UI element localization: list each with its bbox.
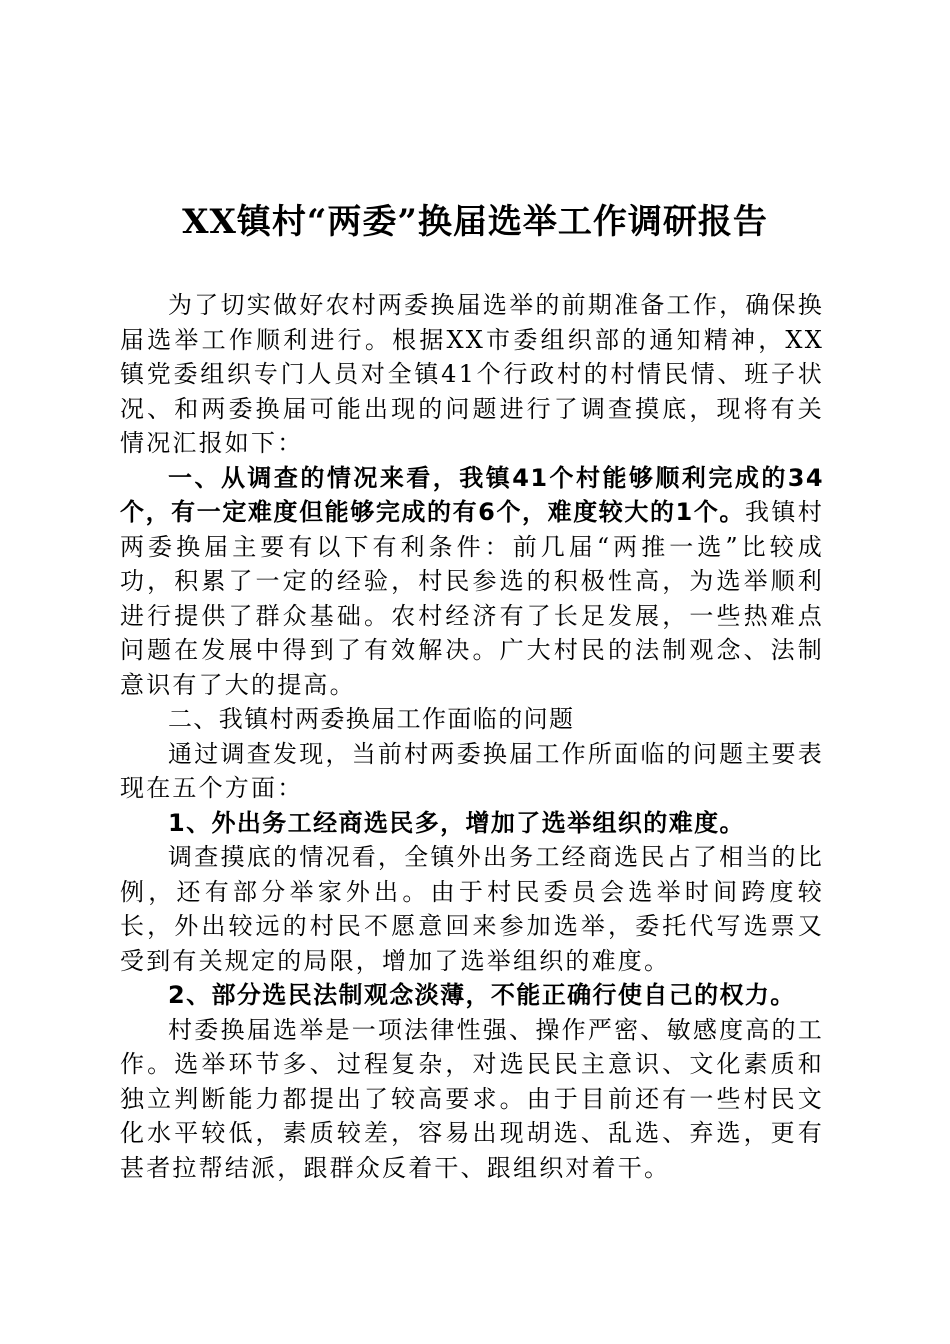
section1-paragraph: [120, 461, 824, 703]
document-body: [120, 288, 824, 1185]
issue1-heading: 1、外出务工经商选民多，增加了选举组织的难度。: [168, 808, 745, 837]
issue1-body: 调查摸底的情况看，全镇外出务工经商选民占了相当的比例，还有部分举家外出。由于村民委员会选举时间跨度较长，外出较远的村民不愿意回来参加选举，委托代写选票又受到有关规定的局限，增加了选举组织的难度。: [120, 843, 824, 975]
section2-heading: 二、我镇村两委换届工作面临的问题: [168, 705, 575, 733]
section1-lead: 一、从调查的情况来看，我镇41个村能够顺利完成的34个，有一定难度但能够完成的有6个，难度较大的1个。: [120, 463, 824, 526]
issue2-body: 村委换届选举是一项法律性强、操作严密、敏感度高的工作。选举环节多、过程复杂，对选民民主意识、文化素质和独立判断能力都提出了较高要求。由于目前还有一些村民文化水平较低，素质较差，容易出现胡选、乱选、弃选，更有甚者拉帮结派，跟群众反着干、跟组织对着干。: [120, 1015, 824, 1182]
issue2-heading: 2、部分选民法制观念淡薄，不能正确行使自己的权力。: [168, 981, 796, 1009]
section1-body: 我镇村两委换届主要有以下有利条件：前几届“两推一选”比较成功，积累了一定的经验，村民参选的积极性高，为选举顺利进行提供了群众基础。农村经济有了长足发展，一些热难点问题在发展中得到了有效解决。广大村民的法制观念、法制意识有了大的提高。: [120, 498, 824, 699]
intro-paragraph: 为了切实做好农村两委换届选举的前期准备工作，确保换届选举工作顺利进行。根据XX市委组织部的通知精神，XX镇党委组织专门人员对全镇41个行政村的村情民情、班子状况、和两委换届可能出现的问题进行了调查摸底，现将有关情况汇报如下：: [120, 291, 824, 457]
document-title: XX镇村“两委”换届选举工作调研报告: [182, 202, 768, 242]
section2-intro: 通过调查发现，当前村两委换届工作所面临的问题主要表现在五个方面：: [120, 739, 824, 802]
